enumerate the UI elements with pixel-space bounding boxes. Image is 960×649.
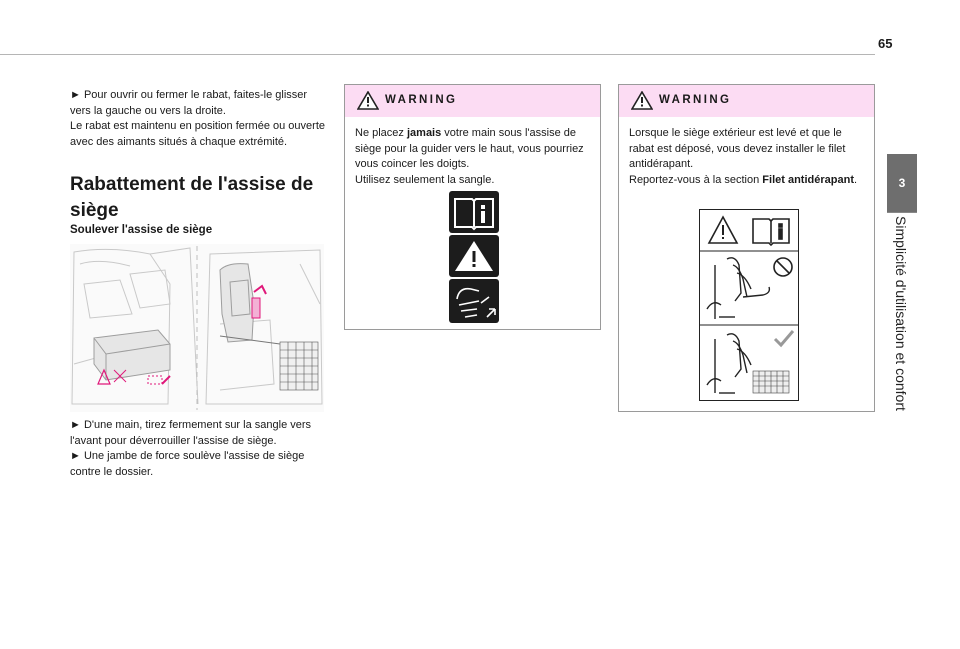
warning-header-2: [619, 85, 874, 117]
header-divider: [0, 54, 875, 55]
warning-text-2b: Reportez-vous à la section Filet antidérapant.: [629, 173, 858, 186]
warning-title-2: WARNING: [659, 94, 732, 106]
chapter-number: 3: [898, 176, 906, 190]
warning-title-1: WARNING: [385, 94, 458, 106]
page-number: 65: [878, 36, 893, 51]
pictogram-stack: [449, 191, 499, 328]
warning-text-1-bold: jamais: [406, 127, 442, 139]
warning-header-1: [345, 85, 600, 117]
warning-text-1b: Utilisez seulement la sangle.: [355, 173, 495, 186]
section-title: Rabattement de l'assise de siège: [70, 174, 314, 221]
intro-text: [70, 88, 326, 150]
warning-box-2: [618, 84, 875, 412]
warning-box-1: [344, 84, 601, 330]
intro-paragraph-1: ► Pour ouvrir ou fermer le rabat, faites-le glisser vers la gauche ou vers la droite.: [70, 89, 308, 117]
warning-text-1: Ne placez jamais votre main sous l'assise de siège pour la guider vers le haut, vous pourriez vous coincer les doigts.: [355, 127, 584, 171]
chapter-title: Simplicité d'utilisation et confort: [893, 216, 909, 411]
step-2: ► Une jambe de force soulève l'assise de siège contre le dossier.: [70, 450, 305, 478]
book-icon: [455, 199, 493, 229]
warning-text-2: Lorsque le siège extérieur est levé et que le rabat est déposé, vous devez installer le filet antidérapant.: [629, 127, 846, 171]
subsection-title: Soulever l'assise de siège: [70, 224, 213, 236]
warning-triangle-icon: [357, 91, 379, 115]
step-1: ► D'une main, tirez fermement sur la sangle vers l'avant pour déverrouiller l'assise de siège.: [70, 419, 312, 447]
warning-triangle-icon: [631, 91, 653, 115]
steps-text: [70, 418, 326, 480]
antislip-pictogram: [699, 209, 799, 406]
intro-paragraph-2: Le rabat est maintenu en position fermée ou ouverte avec des aimants situés à chaque extrémité.: [70, 120, 325, 148]
chapter-tab-divider: [887, 212, 917, 213]
seat-illustration: [70, 244, 324, 412]
warning-text-2-bold: Filet antidérapant: [762, 173, 854, 186]
